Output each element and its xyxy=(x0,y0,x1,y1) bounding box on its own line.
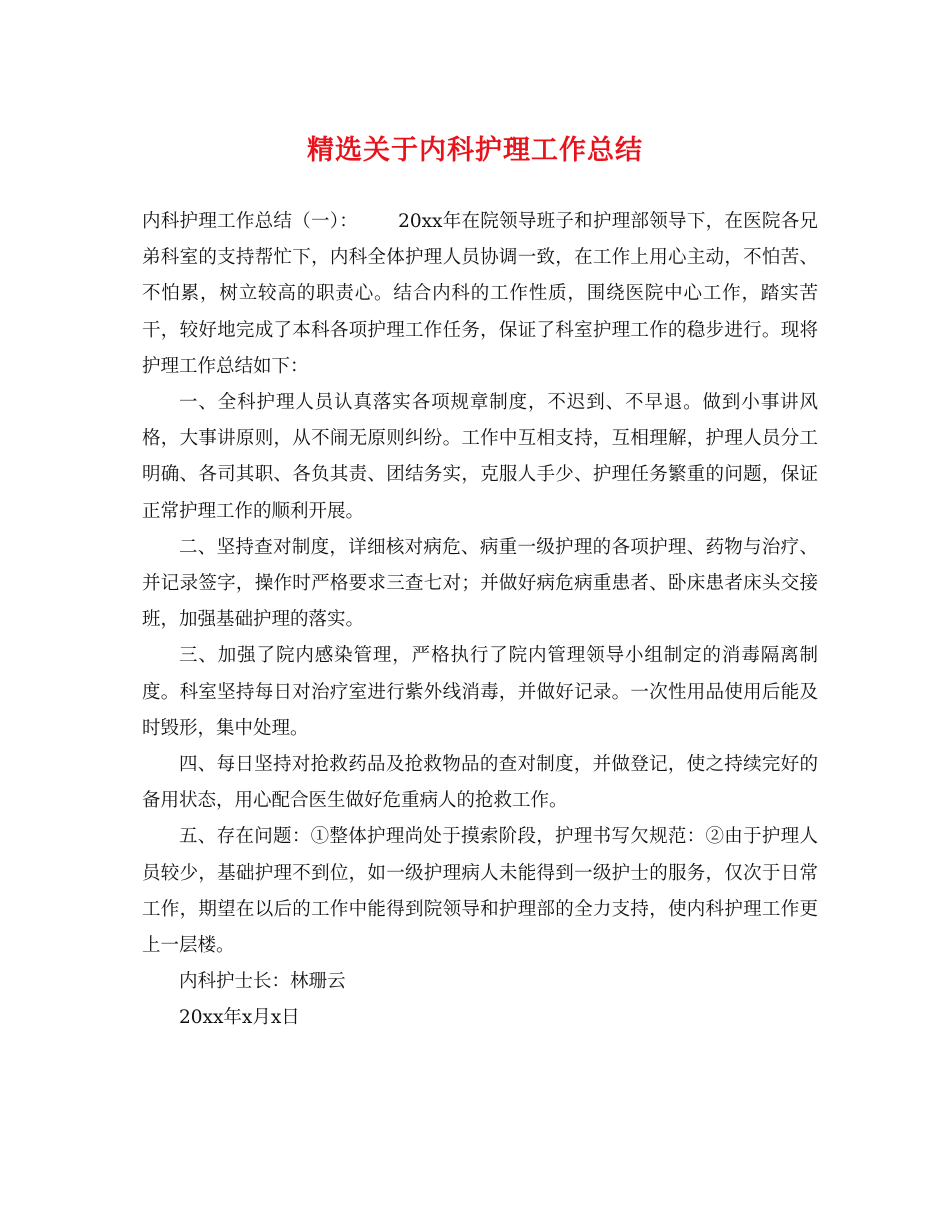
paragraph-5: 五、存在问题：①整体护理尚处于摸索阶段，护理书写欠规范：②由于护理人员较少，基础护理不到位，如一级护理病人未能得到一级护士的服务，仅次于日常工作，期望在以后的工作中能得到院领导和护理部的全力支持，使内科护理工作更上一层楼。 xyxy=(142,826,818,957)
intro-paragraph xyxy=(142,204,818,385)
paragraph-2: 二、坚持查对制度，详细核对病危、病重一级护理的各项护理、药物与治疗、并记录签字，操作时严格要求三查七对；并做好病危病重患者、卧床患者床头交接班，加强基础护理的落实。 xyxy=(142,536,818,631)
signature: 内科护士长：林珊云 xyxy=(179,971,346,993)
intro-text: 20xx年在院领导班子和护理部领导下，在医院各兄弟科室的支持帮忙下，内科全体护理人员协调一致，在工作上用心主动，不怕苦、不怕累，树立较高的职责心。结合内科的工作性质，围绕医院中心工作，踏实苦干，较好地完成了本科各项护理工作任务，保证了科室护理工作的稳步进行。现将护理工作总结如下： xyxy=(142,211,818,377)
document-body xyxy=(142,204,818,1037)
paragraph-3: 三、加强了院内感染管理，严格执行了院内管理领导小组制定的消毒隔离制度。科室坚持每日对治疗室进行紫外线消毒，并做好记录。一次性用品使用后能及时毁形，集中处理。 xyxy=(142,645,818,739)
paragraph-1: 一、全科护理人员认真落实各项规章制度，不迟到、不早退。做到小事讲风格，大事讲原则，从不闹无原则纠纷。工作中互相支持，互相理解，护理人员分工明确、各司其职、各负其责、团结务实，克服人手少、护理任务繁重的问题，保证正常护理工作的顺利开展。 xyxy=(142,392,818,522)
document-title: 精选关于内科护理工作总结 xyxy=(307,135,643,166)
intro-label: 内科护理工作总结（一）： xyxy=(142,211,359,232)
document-date: 20xx年x月x日 xyxy=(179,1007,300,1029)
paragraph-4: 四、每日坚持对抢救药品及抢救物品的查对制度，并做登记，使之持续完好的备用状态，用心配合医生做好危重病人的抢救工作。 xyxy=(142,754,818,812)
